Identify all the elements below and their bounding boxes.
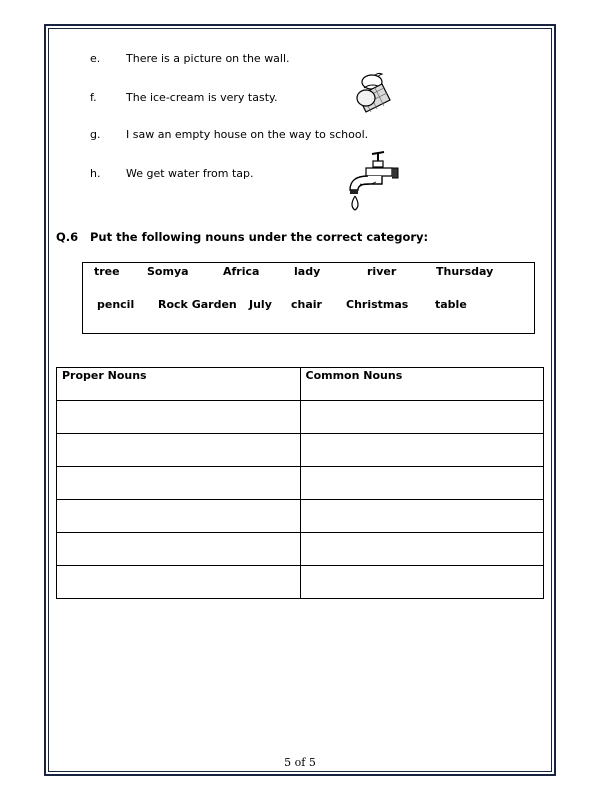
- sentence-e: [90, 52, 490, 66]
- answer-cell[interactable]: [57, 434, 301, 467]
- table-header-row: [57, 368, 544, 401]
- ice-cream-icon: [348, 68, 398, 124]
- word-item: pencil: [97, 298, 135, 311]
- page-number: 5 of 5: [284, 756, 316, 769]
- question-heading: [56, 230, 429, 244]
- sentence-letter: f.: [90, 91, 97, 104]
- sentence-text: We get water from tap.: [126, 167, 254, 180]
- sentence-letter: h.: [90, 167, 101, 180]
- sentence-text: I saw an empty house on the way to school.: [126, 128, 369, 141]
- sentence-f: [90, 91, 490, 105]
- question-text: Put the following nouns under the correct category:: [90, 230, 429, 244]
- sentence-g: [90, 128, 490, 142]
- word-box: [82, 262, 535, 334]
- table-row: [57, 467, 544, 500]
- answer-cell[interactable]: [300, 533, 544, 566]
- answer-cell[interactable]: [57, 500, 301, 533]
- header-common-nouns: Common Nouns: [300, 368, 544, 401]
- word-item: Thursday: [436, 265, 494, 278]
- answer-cell[interactable]: [57, 467, 301, 500]
- tap-icon: [340, 150, 402, 218]
- answer-cell[interactable]: [57, 533, 301, 566]
- header-proper-nouns: Proper Nouns: [57, 368, 301, 401]
- sentence-letter: e.: [90, 52, 101, 65]
- answer-cell[interactable]: [300, 434, 544, 467]
- nouns-table: [56, 367, 544, 599]
- answer-cell[interactable]: [300, 401, 544, 434]
- sentence-text: The ice-cream is very tasty.: [126, 91, 278, 104]
- answer-cell[interactable]: [300, 467, 544, 500]
- table-row: [57, 401, 544, 434]
- question-number: Q.6: [56, 230, 79, 244]
- word-item: Rock Garden: [158, 298, 237, 311]
- word-item: Somya: [147, 265, 189, 278]
- word-item: river: [367, 265, 397, 278]
- table-row: [57, 434, 544, 467]
- word-item: table: [435, 298, 467, 311]
- answer-cell[interactable]: [57, 566, 301, 599]
- answer-cell[interactable]: [300, 500, 544, 533]
- answer-cell[interactable]: [300, 566, 544, 599]
- sentence-text: There is a picture on the wall.: [126, 52, 290, 65]
- word-item: lady: [294, 265, 321, 278]
- sentence-h: [90, 167, 490, 181]
- sentence-letter: g.: [90, 128, 101, 141]
- word-item: Africa: [223, 265, 260, 278]
- table-row: [57, 566, 544, 599]
- word-item: chair: [291, 298, 322, 311]
- word-item: July: [249, 298, 272, 311]
- table-row: [57, 533, 544, 566]
- word-item: tree: [94, 265, 120, 278]
- word-item: Christmas: [346, 298, 409, 311]
- answer-cell[interactable]: [57, 401, 301, 434]
- table-row: [57, 500, 544, 533]
